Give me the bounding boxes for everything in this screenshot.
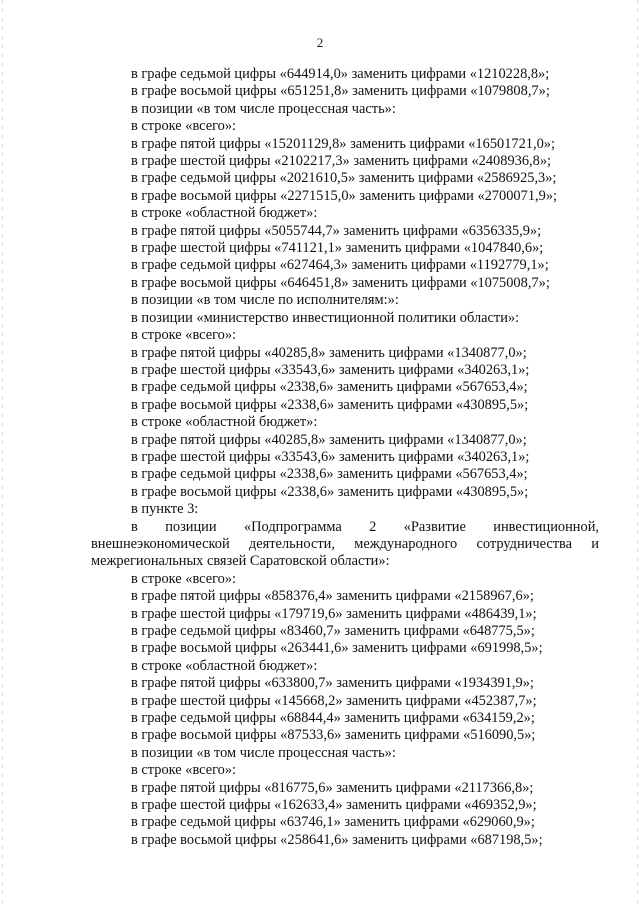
page-edge-left [2, 0, 3, 905]
page-edge-right [637, 0, 638, 905]
text-line: в строке «всего»: [131, 762, 237, 779]
text-line: в строке «областной бюджет»: [131, 657, 318, 674]
text-line: в позиции «в том числе процессная часть»: [131, 744, 396, 761]
text-line: в графе шестой цифры «2102217,3» заменить цифрами «2408936,8»; [131, 153, 552, 170]
text-line: в графе пятой цифры «633800,7» заменить цифрами «1934391,9»; [131, 675, 534, 692]
text-line: в позиции «министерство инвестиционной политики области»: [131, 309, 520, 326]
text-line: в графе восьмой цифры «2338,6» заменить цифрами «430895,5»; [131, 396, 529, 413]
text-line: в позиции «в том числе по исполнителям:»: [131, 292, 399, 309]
text-line: в строке «всего»: [131, 327, 237, 344]
text-line: в графе шестой цифры «179719,6» заменить цифрами «486439,1»; [131, 605, 537, 622]
text-line: в строке «областной бюджет»: [131, 414, 318, 431]
text-line: в графе седьмой цифры «2338,6» заменить цифрами «567653,4»; [131, 466, 528, 483]
text-line: в графе шестой цифры «145668,2» заменить цифрами «452387,7»; [131, 692, 537, 709]
text-line: в пункте 3: [131, 501, 199, 518]
text-line: в графе седьмой цифры «644914,0» заменить цифрами «1210228,8»; [131, 66, 550, 82]
text-line: в графе седьмой цифры «2338,6» заменить цифрами «567653,4»; [131, 379, 528, 396]
text-line: в графе восьмой цифры «87533,6» заменить цифрами «516090,5»; [131, 727, 536, 744]
text-paragraph: в позиции «Подпрограмма 2 «Развитие инвестиционной, внешнеэкономической деятельности, международного сотрудничества и межрегиональных связей Саратовской области»: [91, 518, 599, 570]
text-line: в строке «всего»: [131, 570, 237, 587]
text-line: в графе пятой цифры «858376,4» заменить цифрами «2158967,6»; [131, 588, 534, 605]
document-body [91, 66, 599, 849]
text-line: в графе седьмой цифры «2021610,5» заменить цифрами «2586925,3»; [131, 170, 557, 187]
text-line: в графе восьмой цифры «651251,8» заменить цифрами «1079808,7»; [131, 83, 550, 100]
text-line: в графе восьмой цифры «263441,6» заменить цифрами «691998,5»; [131, 640, 543, 657]
text-line: в графе седьмой цифры «68844,4» заменить цифрами «634159,2»; [131, 710, 535, 727]
text-line: в графе шестой цифры «162633,4» заменить цифрами «469352,9»; [131, 797, 537, 814]
text-line: в строке «областной бюджет»: [131, 205, 318, 222]
text-line: в графе шестой цифры «33543,6» заменить цифрами «340263,1»; [131, 361, 530, 378]
text-line: в графе восьмой цифры «2338,6» заменить цифрами «430895,5»; [131, 483, 529, 500]
text-line: в графе шестой цифры «33543,6» заменить цифрами «340263,1»; [131, 448, 530, 465]
text-line: в графе восьмой цифры «646451,8» заменить цифрами «1075008,7»; [131, 274, 550, 291]
text-line: в позиции «в том числе процессная часть»: [131, 100, 396, 117]
text-line: в графе седьмой цифры «63746,1» заменить цифрами «629060,9»; [131, 814, 535, 831]
text-line: в графе пятой цифры «15201129,8» заменить цифрами «16501721,0»; [131, 135, 555, 152]
text-line: в графе восьмой цифры «2271515,0» заменить цифрами «2700071,9»; [131, 187, 558, 204]
text-line: в графе восьмой цифры «258641,6» заменить цифрами «687198,5»; [131, 831, 543, 848]
text-line: в графе шестой цифры «741121,1» заменить цифрами «1047840,6»; [131, 240, 544, 257]
text-line: в графе пятой цифры «5055744,7» заменить цифрами «6356335,9»; [131, 222, 542, 239]
page-number: 2 [316, 35, 324, 50]
text-line: в графе седьмой цифры «83460,7» заменить цифрами «648775,5»; [131, 623, 535, 639]
text-line: в графе пятой цифры «40285,8» заменить цифрами «1340877,0»; [131, 431, 527, 448]
text-line: в строке «всего»: [131, 118, 237, 135]
text-line: в графе седьмой цифры «627464,3» заменить цифрами «1192779,1»; [131, 257, 549, 274]
text-line: в графе пятой цифры «40285,8» заменить цифрами «1340877,0»; [131, 344, 527, 361]
text-line: в графе пятой цифры «816775,6» заменить цифрами «2117366,8»; [131, 779, 534, 796]
